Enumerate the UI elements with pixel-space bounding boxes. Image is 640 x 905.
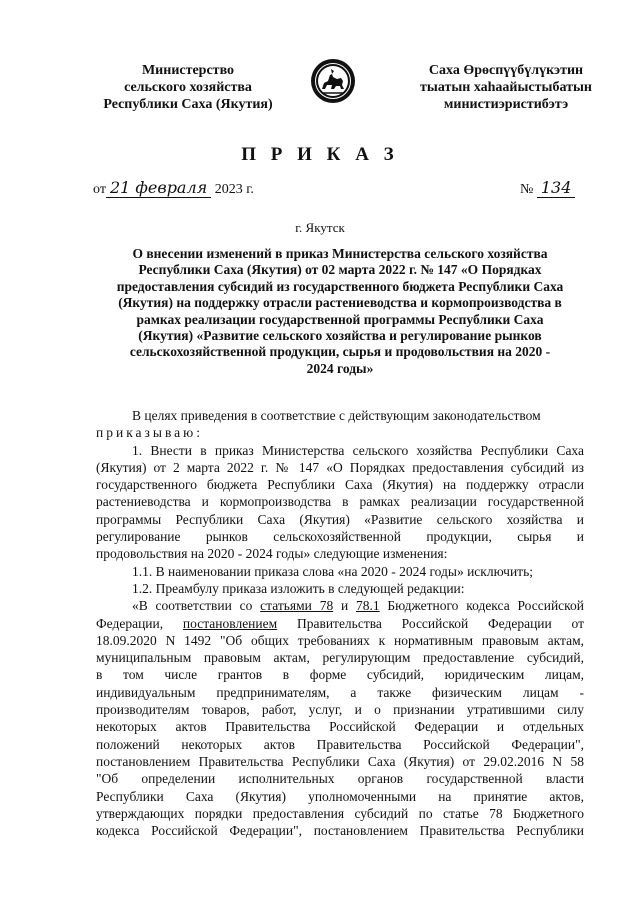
heading-line: (Якутия) на поддержку отрасли растениеводства и кормопроизводства в xyxy=(118,295,562,311)
quote-text: Бюджетного кодекса Российской xyxy=(379,598,585,614)
paragraph-1-line: государственного бюджета Республики Саха (Якутия) на поддержку отрасли xyxy=(96,477,584,493)
quote-text: Федерации, xyxy=(96,615,183,631)
link-article-78-1[interactable]: 78.1 xyxy=(356,598,380,614)
heading-line: Республики Саха (Якутия) от 02 марта 2022 г. № 147 «О Порядках xyxy=(138,262,542,278)
quote-line xyxy=(96,597,584,614)
quote-line: муниципальным правовым актам, регулирующим предоставление субсидий, xyxy=(96,650,584,666)
order-body xyxy=(96,407,584,839)
quote-line xyxy=(96,615,584,632)
quote-line: кодекса Российской Федерации", постановлением Правительства Республики xyxy=(96,823,584,839)
order-date xyxy=(93,178,254,198)
quote-line: некоторых актов Правительства Российской Федерации и отдельных xyxy=(96,719,584,735)
paragraph-1-line: продовольствия на 2020 - 2024 годы» следующие изменения: xyxy=(96,546,448,562)
ministry-name-line: Саха Өрөспүүбүлүкэтин xyxy=(428,63,584,78)
handwritten-date: 21 февраля xyxy=(106,178,211,198)
quote-line: утверждающих порядки предоставления субсидий по статье 78 Бюджетного xyxy=(96,805,584,821)
heading-line: предоставления субсидий из государственного бюджета Республики Саха xyxy=(116,278,564,294)
ministry-name-yakut xyxy=(400,62,612,113)
quote-line: индивидуальным предпринимателям, а также физическим лицам - xyxy=(96,684,584,700)
quote-line: Республики Саха (Якутия) уполномоченными на принятие актов, xyxy=(96,788,584,804)
heading-line: (Якутия) «Развитие сельского хозяйства и регулирование рынков xyxy=(138,328,542,344)
issue-city: г. Якутск xyxy=(295,220,345,235)
paragraph-1-line: растениеводства и кормопроизводства в рамках реализации государственной xyxy=(96,494,584,510)
order-year: 2023 г. xyxy=(214,182,254,197)
heading-line: сельскохозяйственной продукции, сырья и продовольствия на 2020 - xyxy=(129,344,551,360)
document-title: П Р И К А З xyxy=(241,144,399,165)
quote-text: и xyxy=(333,598,357,614)
quote-line: "Об определении исполнительных органов государственной власти xyxy=(96,771,584,787)
quote-text: «В соответствии со xyxy=(132,598,261,614)
link-resolution[interactable]: постановлением xyxy=(182,615,278,631)
paragraph-1-2: 1.2. Преамбулу приказа изложить в следующей редакции: xyxy=(132,580,465,596)
ministry-name-line: тыатын хаһаайыстыбатын xyxy=(420,80,592,95)
ministry-name-line: министиэристибэтэ xyxy=(443,97,569,112)
number-prefix: № xyxy=(520,182,534,197)
ministry-name-line: Республики Саха (Якутия) xyxy=(103,97,273,112)
date-prefix: от xyxy=(93,182,106,197)
order-word: приказываю: xyxy=(96,425,203,441)
handwritten-number: 134 xyxy=(537,178,576,198)
quote-line: в том числе грантов в форме субсидий, юридическим лицам, xyxy=(96,667,584,683)
quote-line: производителям товаров, работ, услуг, и о признании утратившими силу xyxy=(96,702,584,718)
link-articles-78[interactable]: статьями 78 xyxy=(260,598,334,614)
quote-line: постановлением Правительства Республики Саха (Якутия) от 29.02.2016 N 58 xyxy=(96,753,584,769)
paragraph-1-line: (Якутия) от 2 марта 2022 г. № 147 «О Порядках предоставления субсидий из xyxy=(96,459,584,475)
intro-line: В целях приведения в соответствие с действующим законодательством xyxy=(132,408,541,423)
ministry-name-russian xyxy=(88,62,288,113)
heading-line: 2024 годы» xyxy=(306,360,374,376)
order-number xyxy=(520,178,575,198)
ministry-name-line: сельского хозяйства xyxy=(124,80,252,95)
paragraph-1-line: 1. Внести в приказ Министерства сельского хозяйства Республики Саха xyxy=(132,442,584,458)
ministry-name-line: Министерство xyxy=(141,63,235,78)
quote-text: Правительства Российской Федерации от xyxy=(277,615,584,631)
quote-line: 18.09.2020 N 1492 "Об общих требованиях к нормативным правовым актам, xyxy=(96,632,584,648)
heading-line: рамках реализации государственной программы Республики Саха xyxy=(136,311,544,327)
order-heading xyxy=(96,246,584,377)
paragraph-1-line: регулирование рынков сельскохозяйственной продукции, сырья и xyxy=(96,529,584,545)
paragraph-1-line: программы Республики Саха (Якутия) «Развитие сельского хозяйства и xyxy=(96,511,584,527)
heading-line: О внесении изменений в приказ Министерства сельского хозяйства xyxy=(132,246,548,261)
republic-emblem-icon xyxy=(310,58,356,104)
quote-line: положений некоторых актов Правительства Российской Федерации", xyxy=(96,736,584,752)
paragraph-1-1: 1.1. В наименовании приказа слова «на 2020 - 2024 годы» исключить; xyxy=(132,563,533,579)
